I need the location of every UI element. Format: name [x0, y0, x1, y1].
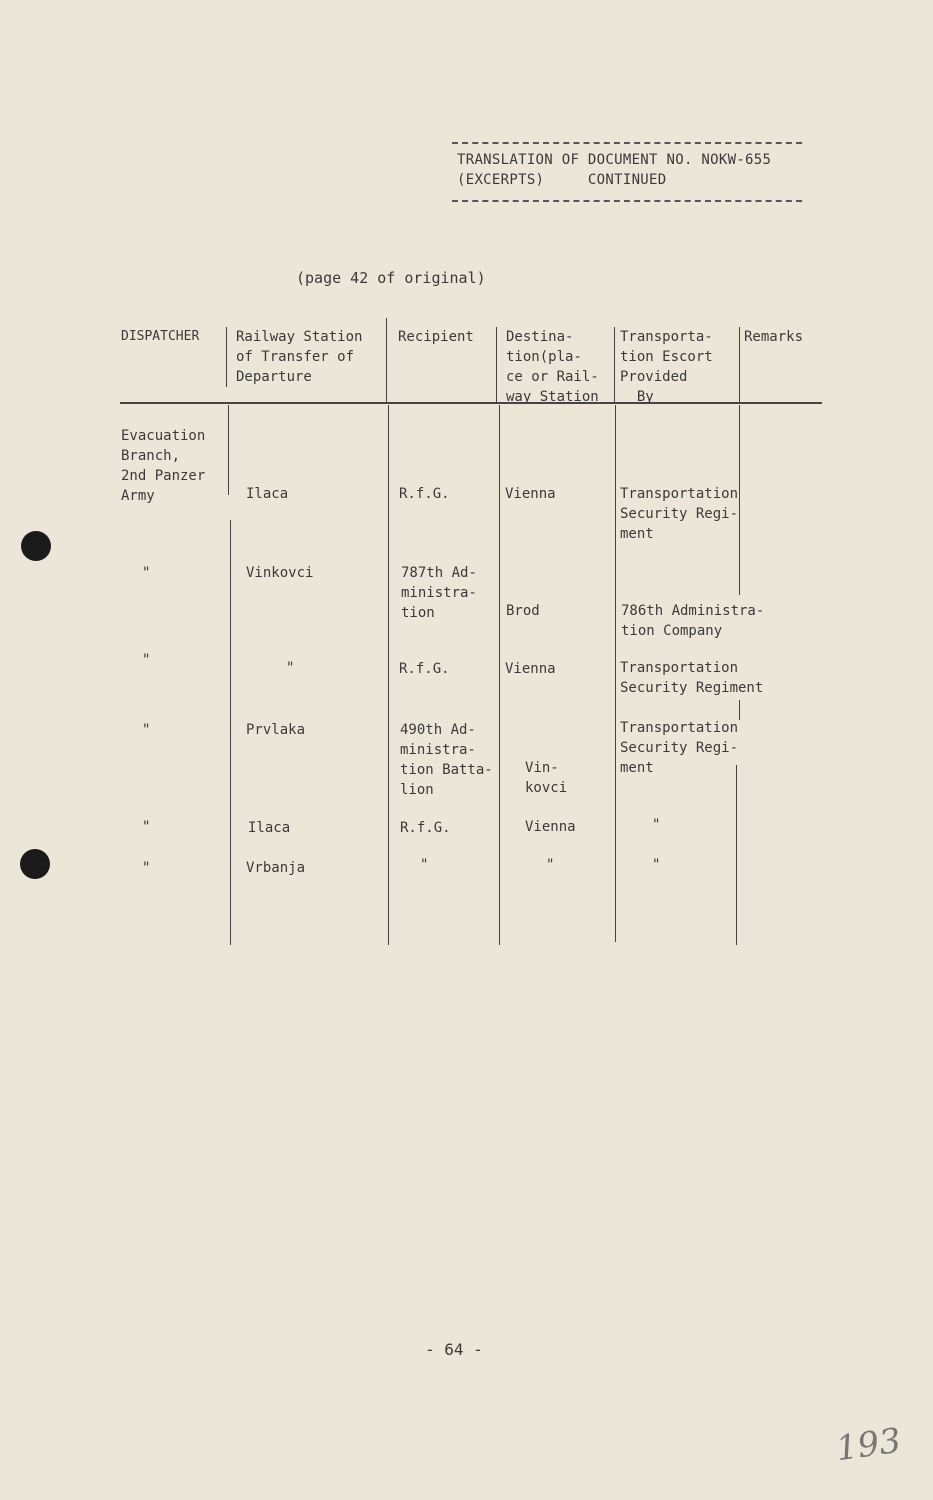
cell-station: Vinkovci — [246, 565, 314, 581]
header-divider — [386, 318, 387, 403]
column-divider — [739, 405, 740, 595]
column-divider — [736, 765, 737, 945]
cell-recipient: 490th Ad- ministra- tion Batta- lion — [400, 722, 493, 798]
cell-dispatcher: " — [142, 860, 151, 876]
cell-station: Vrbanja — [246, 860, 306, 876]
col-header-recipient: Recipient — [398, 329, 474, 345]
cell-dispatcher: " — [142, 652, 151, 668]
cell-escort: Transportation Security Regi- ment — [620, 486, 739, 542]
col-header-dispatcher: DISPATCHER — [121, 329, 200, 344]
header-divider — [226, 327, 227, 387]
col-header-remarks: Remarks — [744, 329, 804, 345]
cell-escort: Transportation Security Regi- ment — [620, 720, 739, 776]
cell-dispatcher: Evacuation Branch, 2nd Panzer Army — [121, 428, 206, 504]
column-divider — [388, 405, 389, 945]
column-divider — [615, 405, 616, 942]
page-reference: (page 42 of original) — [296, 269, 486, 287]
cell-dispatcher: " — [142, 565, 151, 581]
header-rule-bottom — [452, 200, 802, 202]
column-divider — [228, 405, 229, 495]
cell-station: Ilaca — [246, 486, 289, 502]
cell-escort: Transportation Security Regiment — [620, 660, 764, 696]
cell-escort: 786th Administra- tion Company — [621, 603, 765, 639]
cell-destination: Brod — [506, 603, 540, 619]
cell-recipient: R.f.G. — [400, 820, 451, 836]
cell-destination: Vienna — [505, 661, 556, 677]
header-title: TRANSLATION OF DOCUMENT NO. NOKW-655 — [457, 152, 772, 168]
col-header-escort: Transporta- tion Escort Provided By — [620, 329, 713, 405]
col-header-station: Railway Station of Transfer of Departure — [236, 329, 363, 385]
column-divider — [230, 520, 231, 945]
cell-recipient: R.f.G. — [399, 661, 450, 677]
header-divider — [614, 327, 615, 403]
page-number: - 64 - — [425, 1340, 483, 1359]
cell-destination: Vin- kovci — [525, 760, 568, 796]
cell-escort: " — [652, 857, 661, 873]
cell-dispatcher: " — [142, 819, 151, 835]
header-rule-top — [452, 142, 802, 144]
handwritten-folio: 193 — [833, 1420, 904, 1470]
cell-recipient: 787th Ad- ministra- tion — [401, 565, 477, 621]
header-divider — [739, 327, 740, 403]
binder-hole — [20, 849, 50, 879]
table-header-rule — [120, 402, 822, 404]
cell-recipient: " — [420, 857, 429, 873]
cell-destination: " — [546, 857, 555, 873]
cell-dispatcher: " — [142, 722, 151, 738]
cell-recipient: R.f.G. — [399, 486, 450, 502]
cell-destination: Vienna — [505, 486, 556, 502]
header-divider — [496, 327, 497, 403]
cell-station: Ilaca — [248, 820, 291, 836]
header-subtitle: (EXCERPTS) CONTINUED — [457, 172, 667, 188]
col-header-destination: Destina- tion(pla- ce or Rail- way Station — [506, 329, 599, 405]
cell-destination: Vienna — [525, 819, 576, 835]
column-divider — [739, 700, 740, 720]
cell-station: Prvlaka — [246, 722, 306, 738]
column-divider — [499, 405, 500, 945]
cell-station: " — [286, 660, 295, 676]
binder-hole — [21, 531, 51, 561]
cell-escort: " — [652, 817, 661, 833]
